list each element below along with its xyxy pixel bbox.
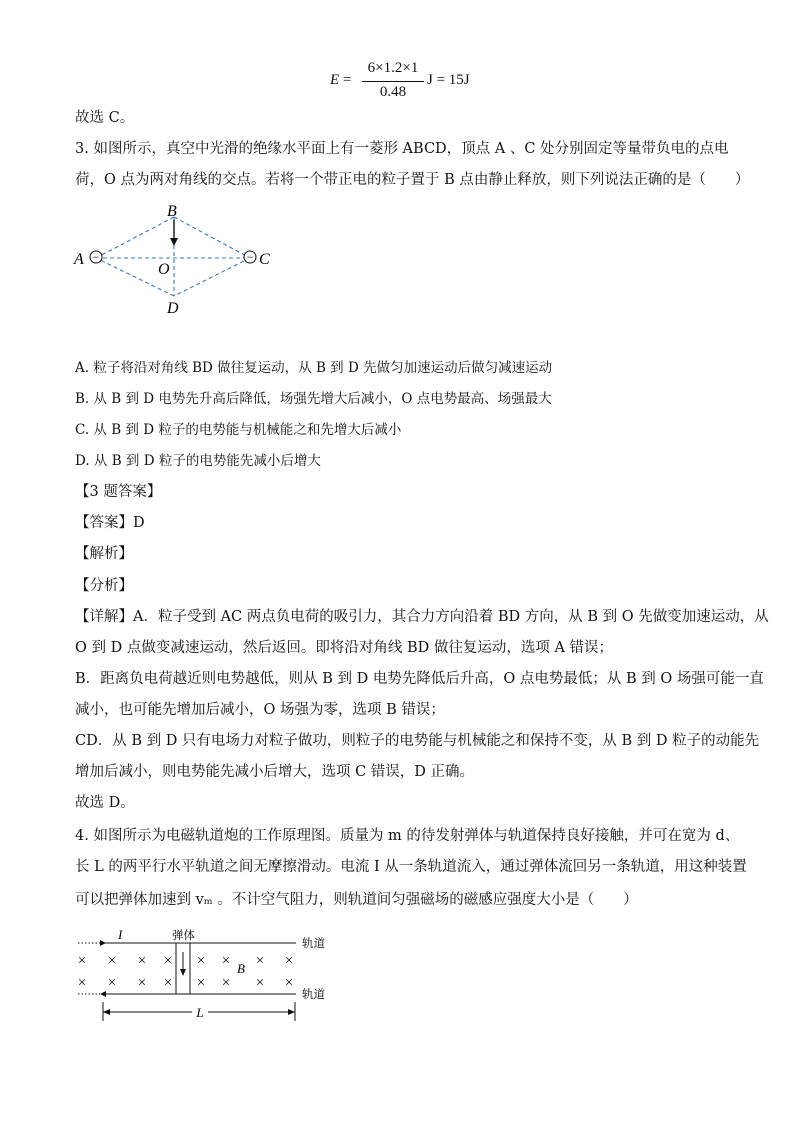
- field-cross: ×: [137, 975, 147, 991]
- current-out-arrow-icon: [100, 991, 106, 997]
- field-cross: ×: [255, 975, 265, 991]
- field-cross: ×: [137, 953, 147, 969]
- q3-analysis-tag: 【解析】: [75, 546, 133, 562]
- field-cross: ×: [284, 953, 294, 969]
- energy-formula: [330, 60, 480, 104]
- q3-detail-line5: CD．从 B 到 D 只有电场力对粒子做功，则粒子的电势能与机械能之和保持不变，从 B 到 D 粒子的动能先: [75, 733, 760, 749]
- arrow-down-icon: [170, 238, 178, 246]
- rail-top-label: 轨道: [302, 938, 325, 950]
- rhombus-diagram: [70, 198, 290, 318]
- q3-option-b: B. 从 B 到 D 电势先升高后降低，场强先增大后减小，O 点电势最高、场强最大: [75, 391, 552, 407]
- prev-answer: 故选 C。: [75, 110, 135, 126]
- q3-detail-line4: 减小，也可能先增加后减小，O 场强为零，选项 B 错误；: [75, 702, 445, 718]
- current-label: I: [118, 927, 123, 942]
- fraction-bar: [362, 81, 424, 82]
- field-cross: ×: [284, 975, 294, 991]
- q3-stem-line2: 荷，O 点为两对角线的交点。若将一个带正电的粒子置于 B 点由静止释放，则下列说法正确的是（ ）: [75, 172, 750, 188]
- q3-detail-line6: 增加后减小，则电势能先减小后增大，选项 C 错误，D 正确。: [75, 764, 475, 780]
- field-cross: ×: [107, 953, 117, 969]
- field-label: B: [237, 961, 245, 976]
- dim-arrow-right-icon: [288, 1009, 295, 1015]
- q3-answer-tag: 【3 题答案】: [75, 484, 162, 500]
- q3-option-a: A. 粒子将沿对角线 BD 做往复运动，从 B 到 D 先做匀加速运动后做匀减速运动: [75, 360, 553, 376]
- formula-numerator: 6×1.2×1: [367, 60, 419, 76]
- formula-lhs: E: [330, 72, 340, 88]
- field-cross: ×: [221, 975, 231, 991]
- field-cross: ×: [107, 975, 117, 991]
- length-label: L: [196, 1005, 204, 1020]
- q3-detail-line2: O 到 D 点做变减速运动，然后返回。即将沿对角线 BD 做往复运动，选项 A 错误；: [75, 640, 614, 656]
- formula-rhs: J = 15J: [427, 72, 470, 88]
- projectile-label: 弹体: [172, 930, 195, 942]
- label-b: B: [167, 203, 177, 220]
- q3-stem-line1: 3. 如图所示，真空中光滑的绝缘水平面上有一菱形 ABCD，顶点 A 、C 处分别固定等量带负电的点电: [75, 141, 729, 157]
- q3-fenxi-tag: 【分析】: [75, 578, 133, 594]
- q4-stem-line1: 4. 如图所示为电磁轨道炮的工作原理图。质量为 m 的待发射弹体与轨道保持良好接触，并可在宽为 d、: [75, 828, 740, 844]
- q3-answer: 【答案】D: [75, 515, 145, 531]
- field-cross: ×: [221, 953, 231, 969]
- q3-conclusion: 故选 D。: [75, 795, 135, 811]
- q3-option-c: C. 从 B 到 D 粒子的电势能与机械能之和先增大后减小: [75, 422, 402, 438]
- q4-stem-line3: 可以把弹体加速到 vₘ 。不计空气阻力，则轨道间匀强磁场的磁感应强度大小是（ ）: [75, 892, 638, 908]
- field-cross: ×: [77, 953, 87, 969]
- field-cross: ×: [196, 953, 206, 969]
- charge-a-sign: −: [92, 250, 100, 264]
- q3-option-d: D. 从 B 到 D 粒子的电势能先减小后增大: [75, 453, 321, 469]
- label-a: A: [74, 251, 84, 268]
- q3-detail-line3: B．距离负电荷越近则电势越低，则从 B 到 D 电势先降低后升高，O 点电势最低；从 B 到 O 场强可能一直: [75, 671, 764, 687]
- q3-detail-line1: 【详解】A．粒子受到 AC 两点负电荷的吸引力，其合力方向沿着 BD 方向，从 B 到 O 先做变加速运动，从: [75, 609, 769, 625]
- label-o: O: [158, 261, 170, 278]
- field-cross: ×: [163, 975, 173, 991]
- label-c: C: [259, 251, 270, 268]
- formula-equals: =: [343, 72, 352, 88]
- field-cross: ×: [77, 975, 87, 991]
- railgun-diagram: [70, 926, 340, 1026]
- edge-bc: [174, 217, 250, 258]
- formula-denominator: 0.48: [379, 84, 407, 100]
- field-cross: ×: [255, 953, 265, 969]
- field-cross: ×: [196, 975, 206, 991]
- field-cross: ×: [163, 953, 173, 969]
- q4-stem-line2: 长 L 的两平行水平轨道之间无摩擦滑动。电流 I 从一条轨道流入，通过弹体流回另一条轨道，用这种装置: [75, 859, 747, 875]
- rail-bottom-label: 轨道: [302, 989, 325, 1001]
- edge-cd: [174, 258, 250, 296]
- charge-c-sign: −: [246, 250, 254, 264]
- edge-ab: [96, 217, 174, 258]
- label-d: D: [167, 300, 179, 317]
- current-in-arrow-icon: [100, 940, 106, 946]
- dim-arrow-left-icon: [103, 1009, 110, 1015]
